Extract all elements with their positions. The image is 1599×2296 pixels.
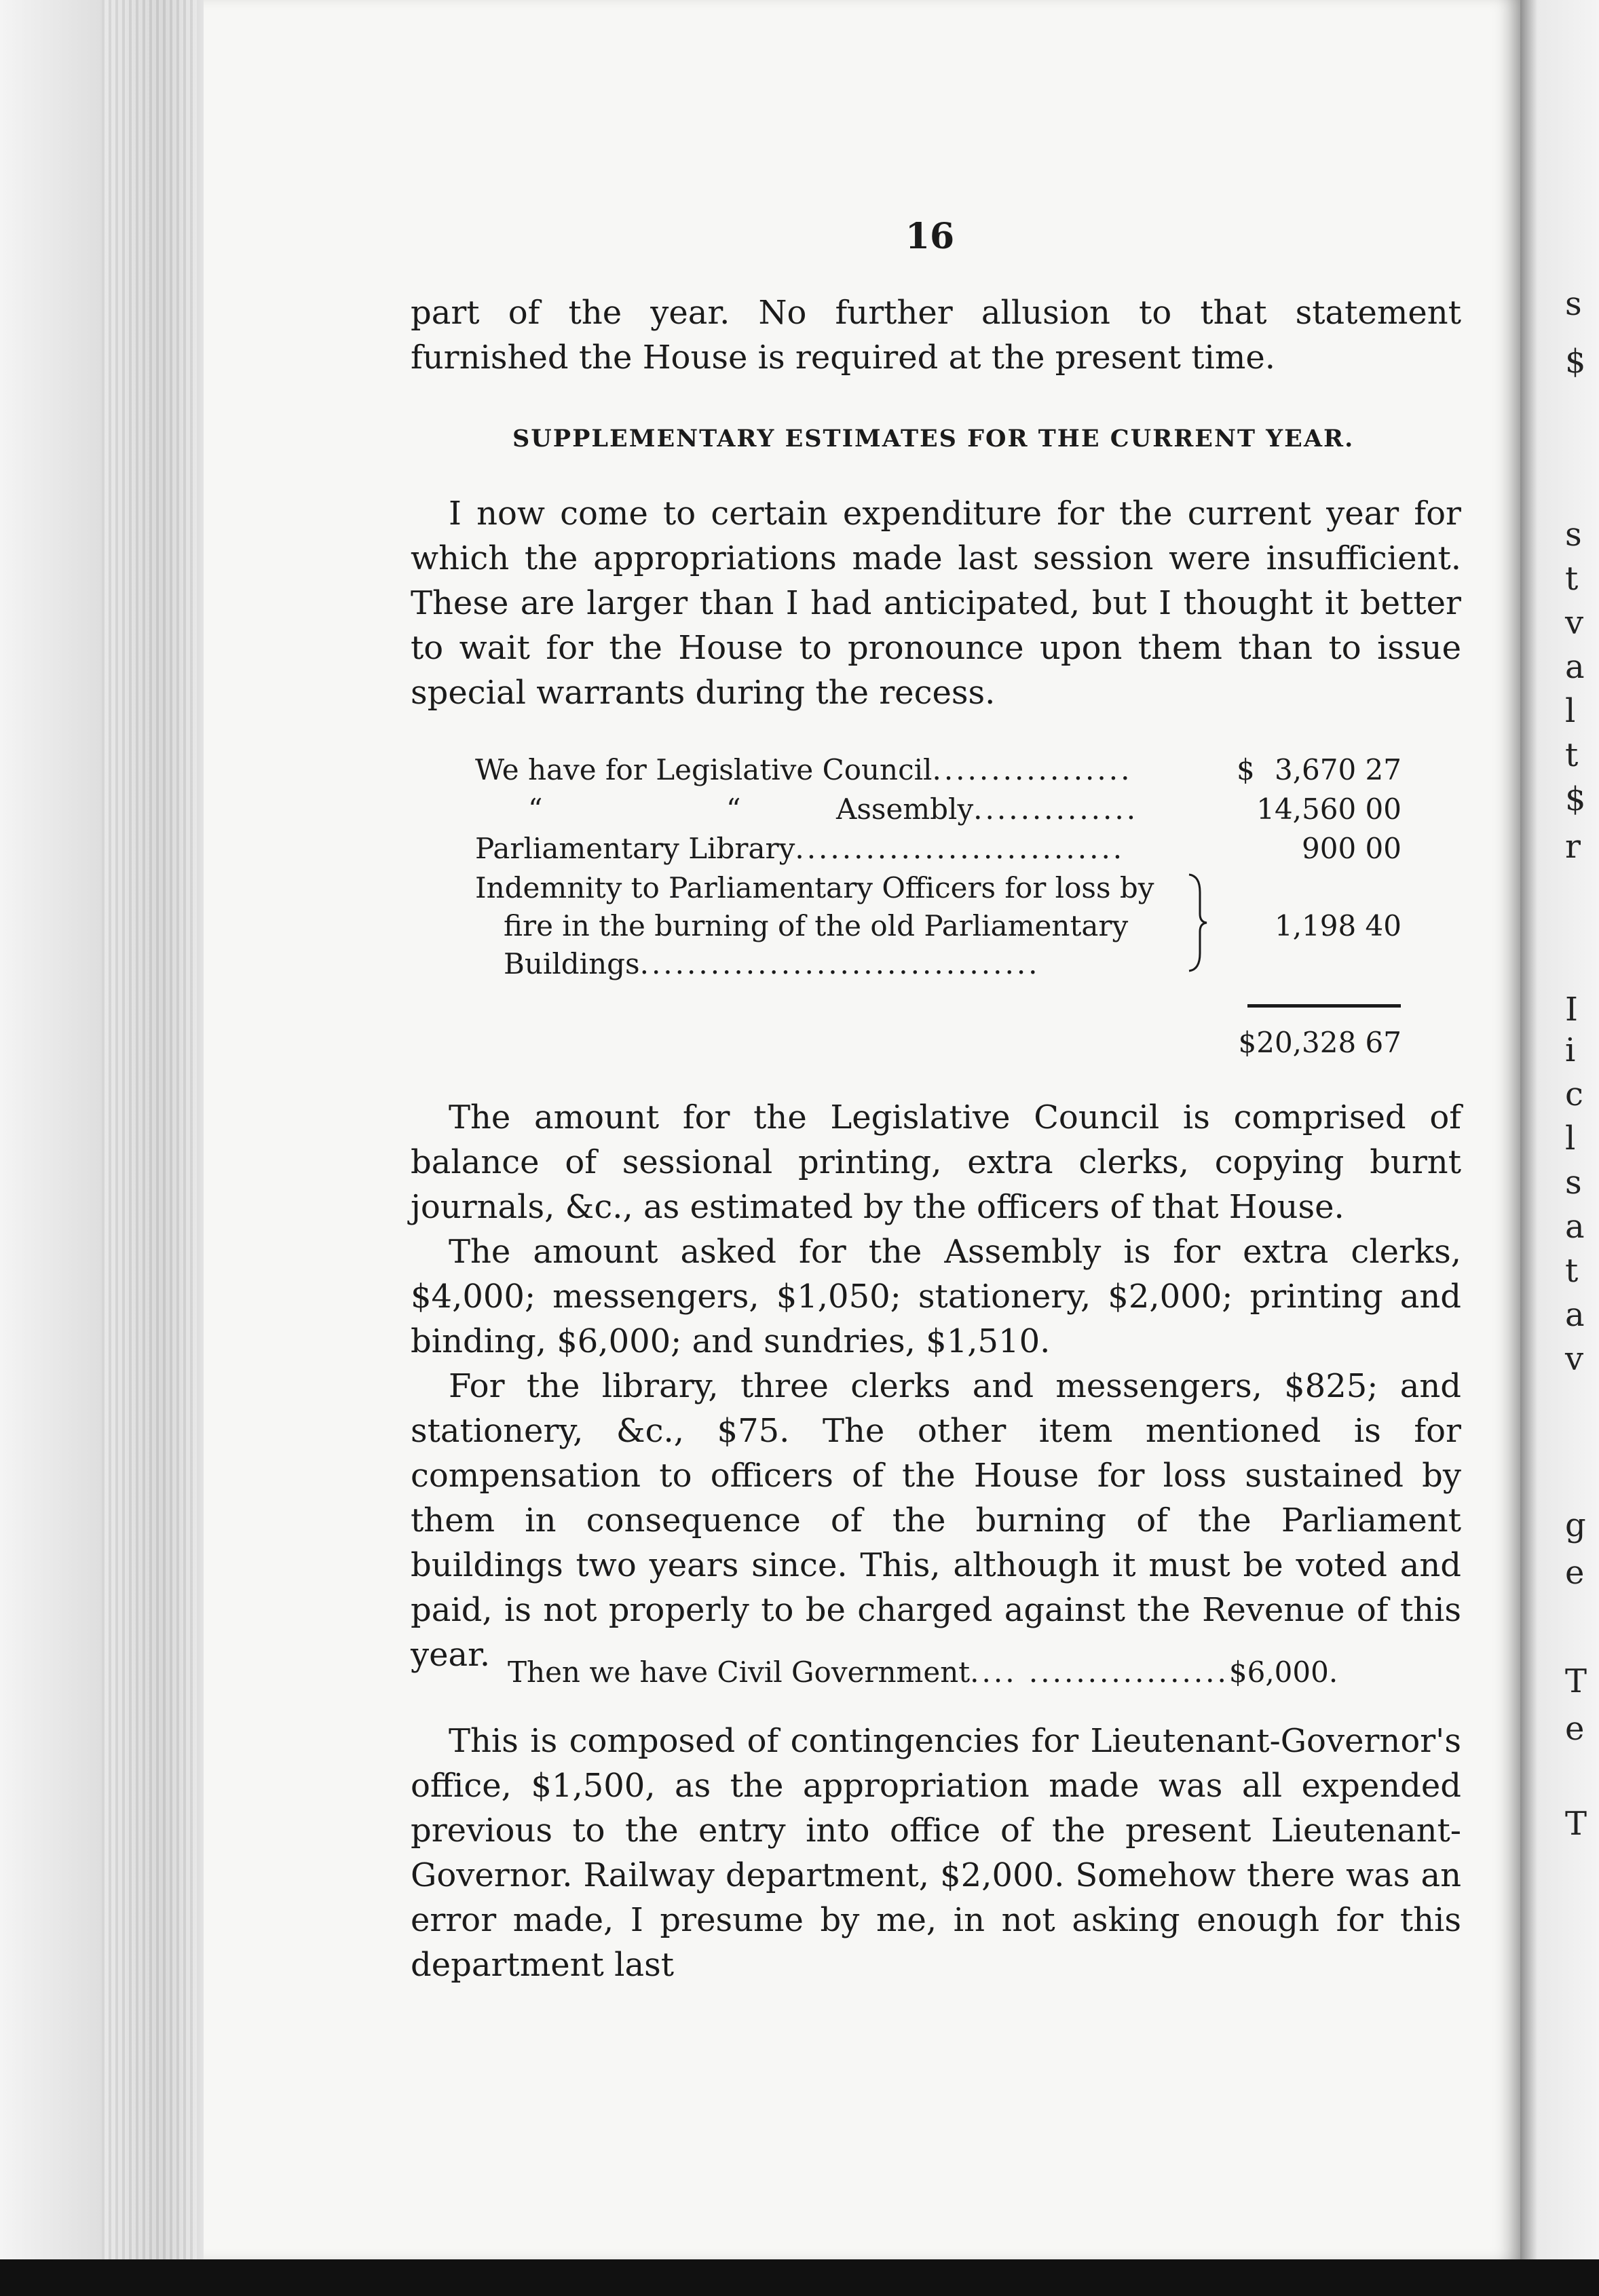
facing-page-letter: $ [1565,343,1586,381]
library-paragraph: For the library, three clerks and messengers, $825; and stationery, &c., $75. The other item mentioned is for compensation to officers of the House for loss sustained by them in consequence of the burning of the Parliament buildings two years since. This, although it must be voted and paid, is not properly to be charged against the Revenue of this year. [411,1367,1461,1674]
estimate-line-library: Parliamentary Library............................ [475,832,1125,865]
facing-page-letter: a [1565,1296,1585,1334]
currency-sign: $ [1237,753,1255,786]
estimate-line-council: We have for Legislative Council................. [475,753,1133,786]
facing-page-letter: $ [1565,780,1586,818]
book-gutter [0,0,204,2259]
estimate-amount: 1,198 40 [1274,909,1402,942]
estimate-line-indemnity-a: Indemnity to Parliamentary Officers for loss by [475,871,1154,904]
facing-page-letters [1547,0,1599,2259]
facing-page-letter: l [1565,692,1576,730]
facing-page-letter: a [1565,1208,1585,1246]
facing-page-letter: t [1565,1252,1579,1290]
civil-government-line: Then we have Civil Government.... .................$6,000. [508,1656,1338,1689]
facing-page-letter: t [1565,560,1579,598]
facing-page-edge [1520,0,1599,2259]
facing-page-letter: l [1565,1120,1576,1157]
facing-page-letter: i [1565,1031,1576,1069]
facing-page-letter: v [1565,604,1584,642]
ditto-mark: “ [726,792,741,826]
page-number: 16 [905,216,955,257]
estimate-label: We have for Legislative Council [475,753,933,786]
total-rule [1247,1004,1401,1008]
facing-page-letter: e [1565,1710,1585,1748]
estimate-label: Assembly [836,792,974,826]
estimate-label: Buildings [504,947,640,980]
curly-brace [1186,872,1209,974]
facing-page-letter: T [1565,1805,1587,1843]
civil-paragraph: This is composed of contingencies for Lieutenant-Governor's office, $1,500, as the appropriation made was all expended previous to the entry into office of the present Lieutenant-Governor. Railway department, $2,000. Somehow there was an error made, I presume by me, in not asking enough for this department last [411,1722,1461,1984]
facing-page-letter: v [1565,1340,1584,1378]
intro-paragraph: I now come to certain expenditure for the current year for which the appropriations made last session were insufficient. These are larger than I had anticipated, but I thought it better to wait for the House to pronounce upon them than to issue special warrants during the recess. [411,495,1461,712]
estimate-total: $20,328 67 [1238,1026,1402,1059]
estimate-line-indemnity-b: fire in the burning of the old Parliamentary [504,909,1129,942]
facing-page-letter: e [1565,1554,1585,1592]
facing-page-letter: t [1565,736,1579,774]
civil-government-amount: $6,000. [1228,1656,1338,1689]
section-heading: SUPPLEMENTARY ESTIMATES FOR THE CURRENT YEAR. [512,425,1355,453]
civil-government-label: Then we have Civil Government [508,1656,971,1689]
facing-page-letter: g [1565,1506,1586,1544]
facing-page-letter: c [1565,1075,1583,1113]
scan-border [0,2259,1599,2296]
page-stack-edges [102,0,197,2259]
facing-page-letter: T [1565,1662,1587,1700]
facing-page-letter: s [1565,285,1582,323]
ditto-mark: “ [528,792,543,826]
estimate-amount: 900 00 [1302,832,1402,865]
council-paragraph: The amount for the Legislative Council is comprised of balance of sessional printing, extra clerks, copying burnt journals, &c., as estimated by the officers of that House. [411,1098,1461,1226]
facing-page-letter: a [1565,648,1585,686]
facing-page-letter: I [1565,991,1578,1029]
estimate-line-assembly: Assembly.............. [836,792,1139,826]
assembly-paragraph: The amount asked for the Assembly is for extra clerks, $4,000; messengers, $1,050; stationery, $2,000; printing and binding, $6,000; and sundries, $1,510. [411,1233,1461,1360]
facing-page-letter: s [1565,1164,1582,1202]
estimate-label: Parliamentary Library [475,832,795,865]
estimate-amount: 3,670 27 [1274,753,1402,786]
opening-paragraph: part of the year. No further allusion to that statement furnished the House is required at the present time. [411,294,1461,377]
facing-page-letter: r [1565,828,1581,866]
estimate-line-indemnity-c: Buildings.................................. [504,947,1040,980]
estimate-amount: 14,560 00 [1256,792,1402,826]
facing-page-letter: s [1565,516,1582,554]
